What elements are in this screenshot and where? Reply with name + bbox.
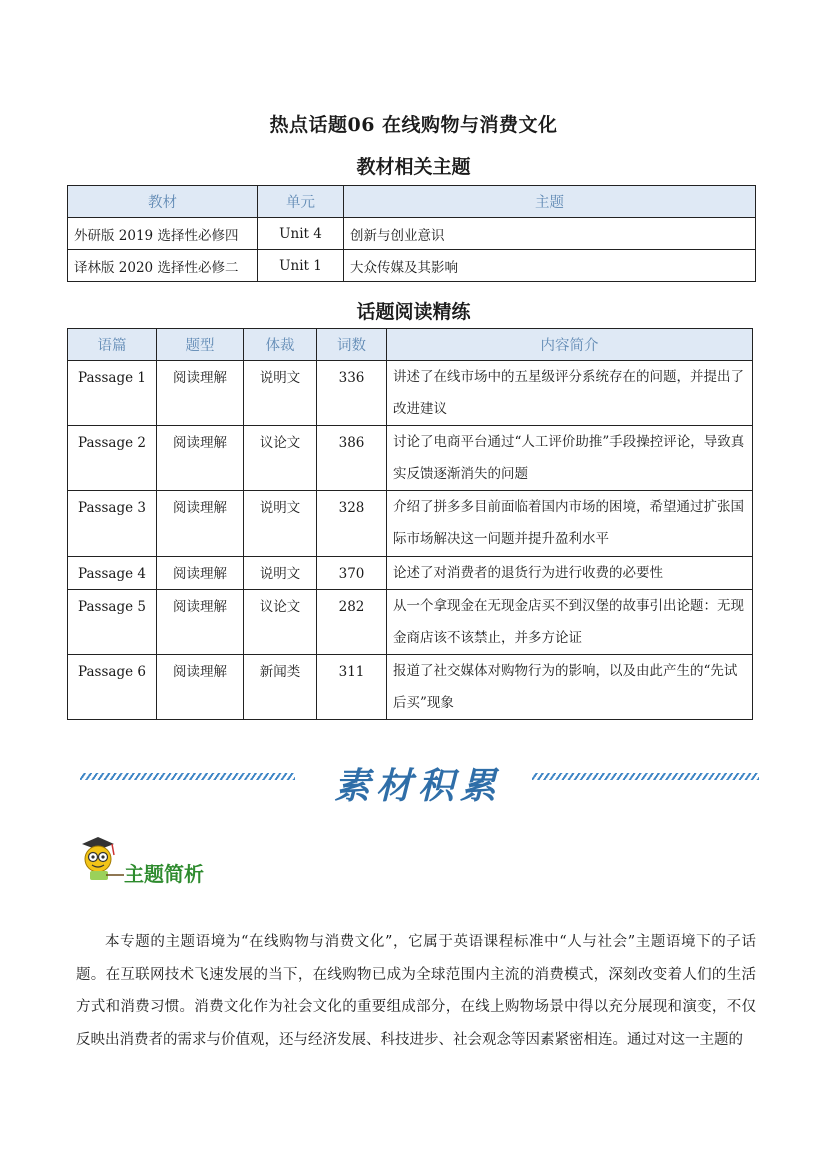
graduate-mascot-icon (76, 835, 126, 883)
table-cell: Unit 1 (258, 250, 344, 282)
intro-paragraph: 本专题的主题语境为“在线购物与消费文化”，它属于英语课程标准中“人与社会”主题语境下的子话题。在互联网技术飞速发展的当下，在线购物已成为全球范围内主流的消费模式，深刻改变着人们的生活方式和消费习惯。消费文化作为社会文化的重要组成部分，在线上购物场景中得以充分展现和演变，不仅反映出消费者的需求与价值观，还与经济发展、科技进步、社会观念等因素紧密相连。通过对这一主题的 (76, 934, 756, 1048)
table-cell: 从一个拿现金在无现金店买不到汉堡的故事引出论题：无现金商店该不该禁止，并多方论证 (387, 590, 753, 655)
textbook-topics-table (67, 185, 756, 282)
table-cell: 336 (317, 361, 387, 426)
table-row (68, 557, 753, 590)
column-header: 语篇 (68, 329, 157, 361)
reading-passages-table (67, 328, 753, 720)
table-cell: 说明文 (244, 491, 317, 557)
column-header: 内容简介 (387, 329, 753, 361)
material-banner (0, 756, 827, 806)
table-row (68, 250, 756, 282)
column-header: 词数 (317, 329, 387, 361)
table-cell: 创新与创业意识 (344, 218, 756, 250)
table-cell: 议论文 (244, 426, 317, 491)
table-cell: Passage 2 (68, 426, 157, 491)
table-cell: 新闻类 (244, 655, 317, 720)
table-row (68, 218, 756, 250)
table-cell: 大众传媒及其影响 (344, 250, 756, 282)
table-cell: 370 (317, 557, 387, 590)
table-cell: 介绍了拼多多目前面临着国内市场的困境，希望通过扩张国际市场解决这一问题并提升盈利水平 (387, 491, 753, 557)
table-cell: 阅读理解 (157, 590, 244, 655)
banner-stripe-left (80, 773, 295, 780)
table-cell: 阅读理解 (157, 426, 244, 491)
table-cell: Passage 5 (68, 590, 157, 655)
table-header-row (68, 186, 756, 218)
banner-title: 素材积累 (333, 765, 502, 807)
document-title: 热点话题06 在线购物与消费文化 (269, 114, 558, 136)
table-row (68, 426, 753, 491)
table-cell: Passage 1 (68, 361, 157, 426)
table-cell: 阅读理解 (157, 491, 244, 557)
table-cell: 外研版 2019 选择性必修四 (68, 218, 258, 250)
column-header: 题型 (157, 329, 244, 361)
table-cell: 说明文 (244, 557, 317, 590)
table-cell: Passage 6 (68, 655, 157, 720)
banner-stripe-right (532, 773, 759, 780)
table-cell: 议论文 (244, 590, 317, 655)
column-header: 体裁 (244, 329, 317, 361)
table-cell: Passage 3 (68, 491, 157, 557)
table-cell: Unit 4 (258, 218, 344, 250)
table-cell: 报道了社交媒体对购物行为的影响，以及由此产生的“先试后买”现象 (387, 655, 753, 720)
table-cell: 阅读理解 (157, 557, 244, 590)
table-cell: Passage 4 (68, 557, 157, 590)
table-row (68, 590, 753, 655)
table-cell: 论述了对消费者的退货行为进行收费的必要性 (387, 557, 753, 590)
table-cell: 说明文 (244, 361, 317, 426)
table-header-row (68, 329, 753, 361)
section-heading: 主题简析 (124, 862, 204, 886)
column-header: 单元 (258, 186, 344, 218)
table-row (68, 655, 753, 720)
table-row (68, 361, 753, 426)
column-header: 教材 (68, 186, 258, 218)
table-cell: 阅读理解 (157, 655, 244, 720)
table-cell: 386 (317, 426, 387, 491)
table-cell: 阅读理解 (157, 361, 244, 426)
table-cell: 讲述了在线市场中的五星级评分系统存在的问题，并提出了改进建议 (387, 361, 753, 426)
column-header: 主题 (344, 186, 756, 218)
textbook-section-title: 教材相关主题 (356, 156, 471, 178)
table-cell: 328 (317, 491, 387, 557)
table-cell: 译林版 2020 选择性必修二 (68, 250, 258, 282)
table-row (68, 491, 753, 557)
table-cell: 282 (317, 590, 387, 655)
table-cell: 讨论了电商平台通过“人工评价助推”手段操控评论，导致真实反馈逐渐消失的问题 (387, 426, 753, 491)
reading-section-title: 话题阅读精练 (356, 301, 471, 323)
table-cell: 311 (317, 655, 387, 720)
